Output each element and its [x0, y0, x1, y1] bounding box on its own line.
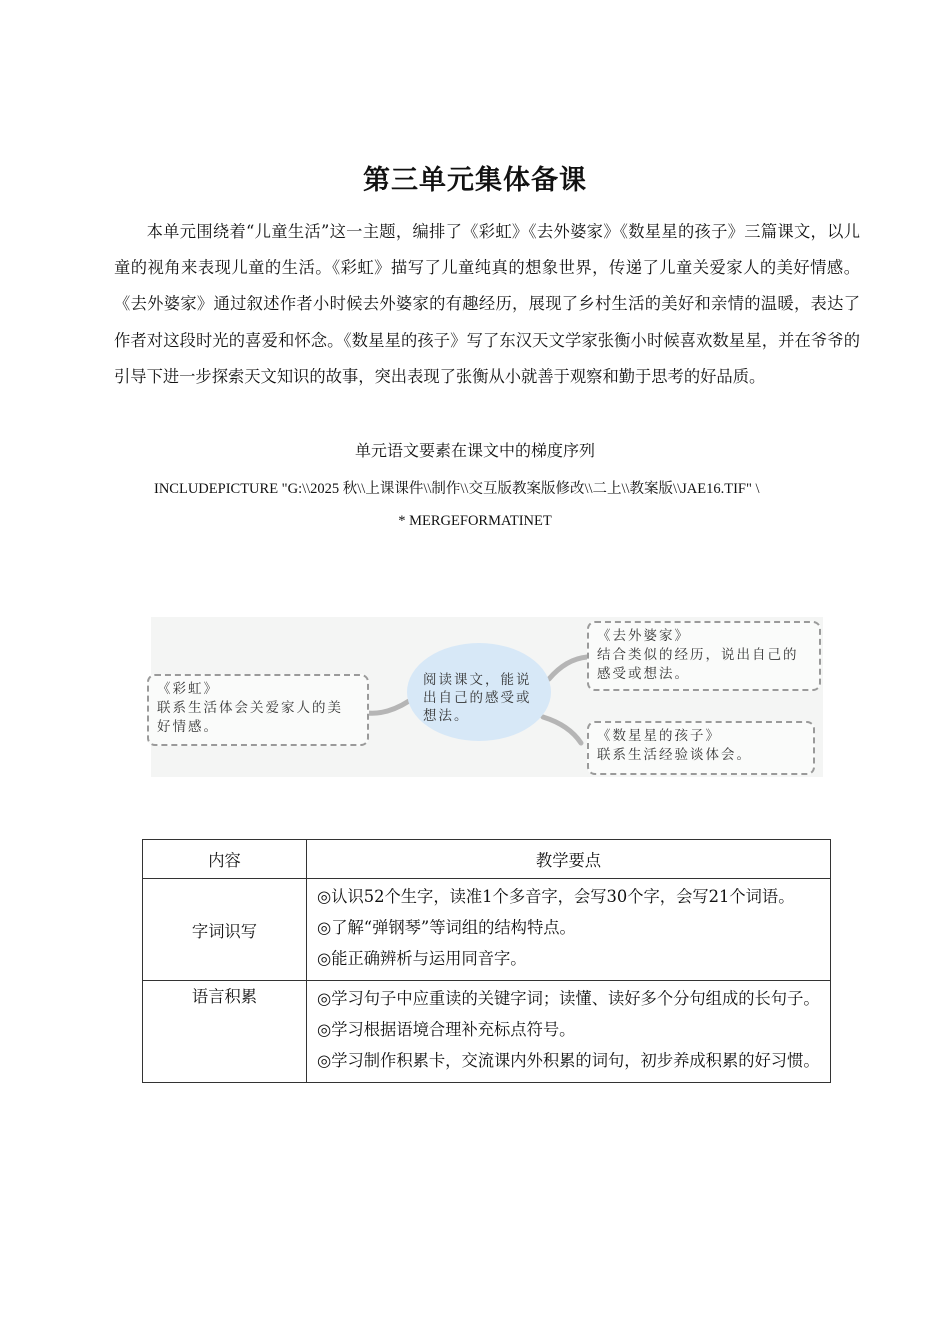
- teaching-points-table: [142, 839, 831, 1083]
- mind-map-center-node: [407, 643, 551, 741]
- header-content: 内容: [143, 840, 307, 879]
- row-points: [307, 879, 831, 981]
- intro-paragraph: 本单元围绕着“儿童生活”这一主题，编排了《彩虹》《去外婆家》《数星星的孩子》三篇课文，以儿童的视角来表现儿童的生活。《彩虹》描写了儿童纯真的想象世界，传递了儿童关爱家人的美好情感。《去外婆家》通过叙述作者小时候去外婆家的有趣经历，展现了乡村生活的美好和亲情的温暖，表达了作者对这段时光的喜爱和怀念。《数星星的孩子》写了东汉天文学家张衡小时候喜欢数星星，并在爷爷的引导下进一步探索天文知识的故事，突出表现了张衡从小就善于观察和勤于思考的好品质。: [114, 222, 860, 386]
- connector-top-right: [549, 657, 587, 679]
- node-title: 《数星星的孩子》: [597, 728, 721, 744]
- point-item: ◎学习句子中应重读的关键字词；读懂、读好多个分句组成的长句子。: [317, 989, 820, 1008]
- mind-map-node-quwaipojia: [587, 621, 821, 691]
- field-code-line-1: INCLUDEPICTURE "G:\\2025 秋\\上课课件\\制作\\交互版教案版修改\\二上\\教案版\\JAE16.TIF" \: [154, 481, 760, 497]
- mind-map-node-shuxingxing: [587, 721, 815, 775]
- table-row: [143, 981, 831, 1083]
- node-desc-line-1: 联系生活体会关爱家人的美: [157, 700, 343, 716]
- node-title: 《彩虹》: [157, 681, 219, 697]
- mind-map: [151, 617, 823, 777]
- field-code-line-2: * MERGEFORMATINET: [398, 513, 552, 529]
- point-item: ◎学习根据语境合理补充标点符号。: [317, 1020, 576, 1039]
- point-item: ◎认识52个生字，读准1个多音字，会写30个字，会写21个词语。: [317, 887, 795, 906]
- center-line-3: 想法。: [423, 708, 470, 724]
- center-line-1: 阅读课文，能说: [423, 672, 532, 688]
- page-title: 第三单元集体备课: [363, 165, 587, 196]
- row-category: 语言积累: [143, 981, 307, 1083]
- node-desc-line-2: 好情感。: [157, 719, 219, 735]
- node-title: 《去外婆家》: [597, 628, 690, 644]
- point-item: ◎能正确辨析与运用同音字。: [317, 949, 527, 968]
- row-category: 字词识写: [143, 879, 307, 981]
- point-item: ◎了解“弹钢琴”等词组的结构特点。: [317, 918, 576, 937]
- table-header-row: [143, 840, 831, 879]
- mind-map-node-caihong: [147, 674, 369, 746]
- row-points: [307, 981, 831, 1083]
- node-desc-line-1: 结合类似的经历，说出自己的: [597, 647, 799, 663]
- point-item: ◎学习制作积累卡，交流课内外积累的词句，初步养成积累的好习惯。: [317, 1051, 820, 1070]
- diagram-caption: 单元语文要素在课文中的梯度序列: [354, 441, 595, 460]
- node-desc-line-1: 联系生活经验谈体会。: [597, 747, 752, 763]
- connector-left: [367, 701, 409, 713]
- node-desc-line-2: 感受或想法。: [597, 666, 690, 682]
- header-teaching-points: 教学要点: [307, 840, 831, 879]
- center-line-2: 出自己的感受或: [423, 690, 532, 706]
- table-row: [143, 879, 831, 981]
